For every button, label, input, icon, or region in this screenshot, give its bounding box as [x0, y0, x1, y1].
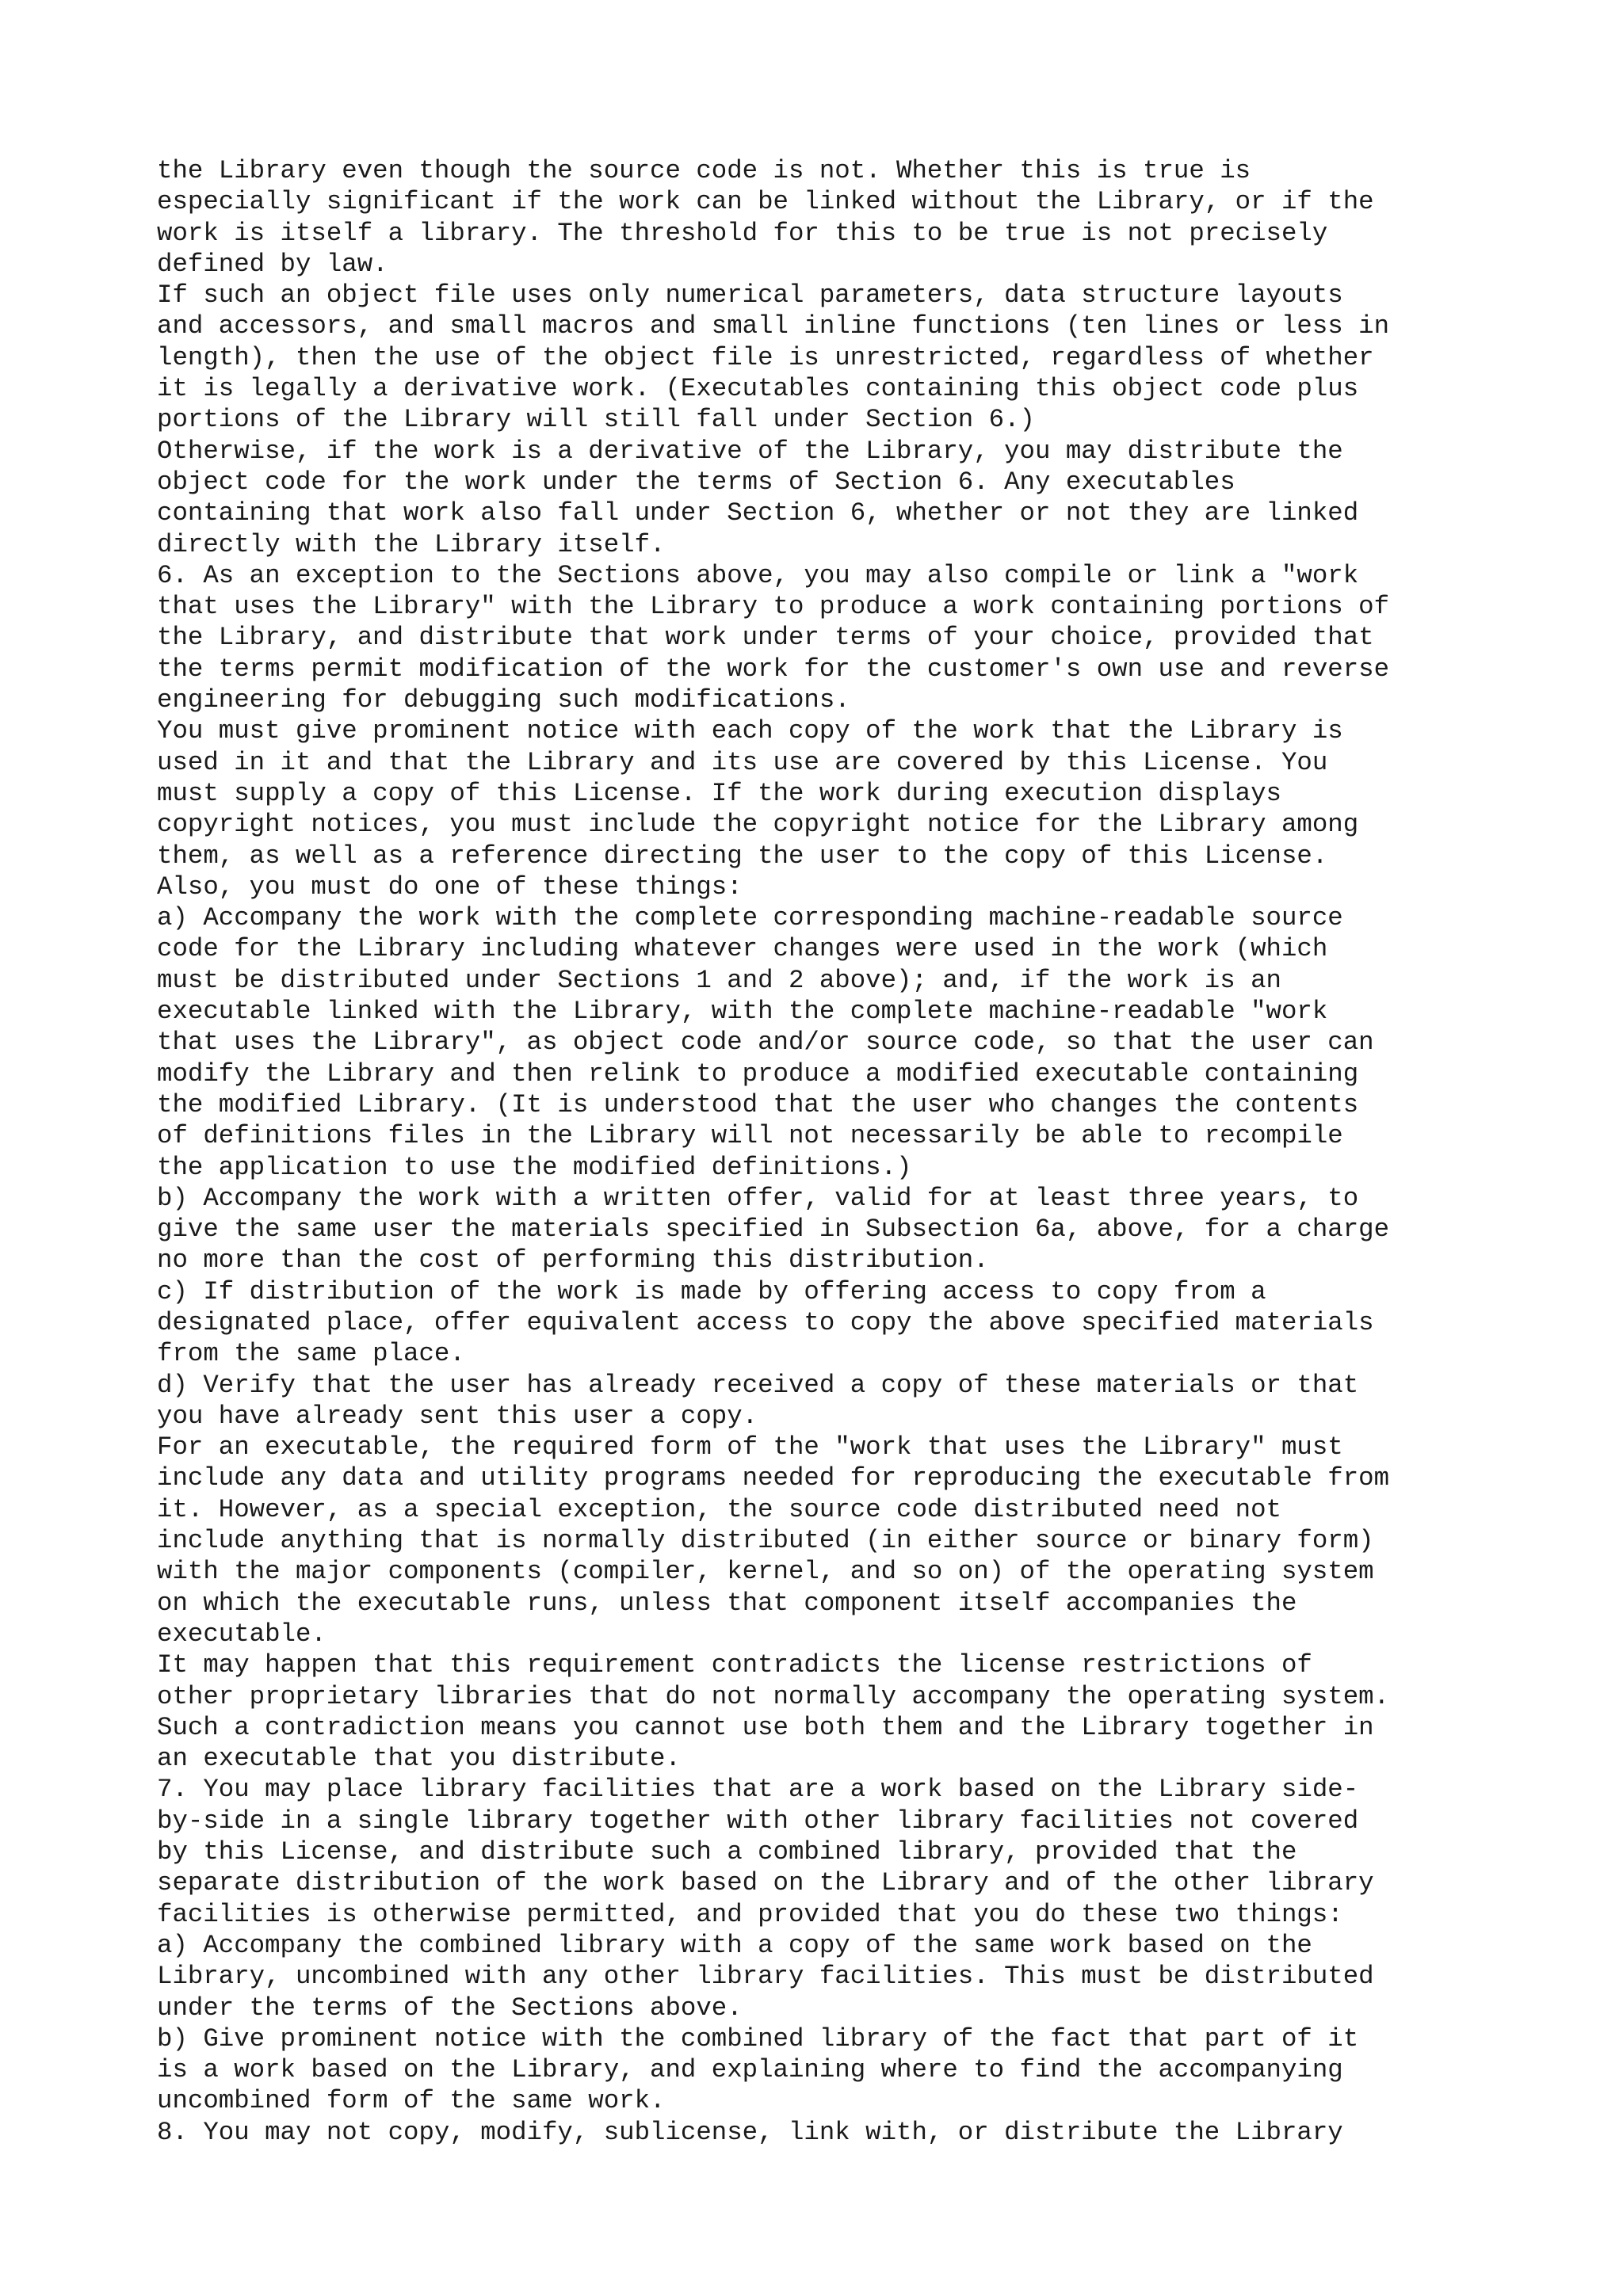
text-line: on which the executable runs, unless that component itself accompanies the [157, 1588, 1297, 1618]
text-line: portions of the Library will still fall under Section 6.) [157, 405, 1035, 435]
text-line: must supply a copy of this License. If the work during execution displays [157, 778, 1281, 808]
text-line: designated place, offer equivalent access to copy the above specified materials [157, 1307, 1374, 1337]
text-line: from the same place. [157, 1339, 465, 1369]
text-line: an executable that you distribute. [157, 1744, 681, 1774]
text-line: the application to use the modified definitions.) [157, 1152, 912, 1182]
text-line: must be distributed under Sections 1 and 2 above); and, if the work is an [157, 965, 1281, 995]
text-line: Library, uncombined with any other library facilities. This must be distributed [157, 1962, 1374, 1992]
text-line: it. However, as a special exception, the source code distributed need not [157, 1494, 1281, 1524]
text-line: include any data and utility programs needed for reproducing the executable from [157, 1463, 1390, 1493]
text-line: copyright notices, you must include the copyright notice for the Library among [157, 810, 1359, 840]
text-line: b) Give prominent notice with the combined library of the fact that part of it [157, 2023, 1359, 2054]
text-line: c) If distribution of the work is made by offering access to copy from a [157, 1276, 1266, 1306]
text-line: it is legally a derivative work. (Executables containing this object code plus [157, 374, 1359, 404]
text-line: of definitions files in the Library will not necessarily be able to recompile [157, 1121, 1343, 1151]
text-line: directly with the Library itself. [157, 529, 666, 559]
text-line: b) Accompany the work with a written offer, valid for at least three years, to [157, 1183, 1359, 1213]
text-line: 8. You may not copy, modify, sublicense, link with, or distribute the Library [157, 2117, 1343, 2147]
text-line: modify the Library and then relink to produce a modified executable containing [157, 1058, 1359, 1089]
text-line: object code for the work under the terms of Section 6. Any executables [157, 467, 1235, 497]
text-line: that uses the Library", as object code and/or source code, so that the user can [157, 1028, 1374, 1058]
text-line: the Library even though the source code is not. Whether this is true is [157, 156, 1251, 185]
text-line: a) Accompany the combined library with a copy of the same work based on the [157, 1930, 1312, 1960]
text-line: used in it and that the Library and its use are covered by this License. You [157, 747, 1328, 777]
text-line: especially significant if the work can be linked without the Library, or if the [157, 187, 1374, 217]
text-line: a) Accompany the work with the complete corresponding machine-readable source [157, 903, 1343, 933]
text-line: work is itself a library. The threshold for this to be true is not precisely [157, 218, 1328, 248]
text-line: facilities is otherwise permitted, and provided that you do these two things: [157, 1899, 1343, 1929]
text-line: defined by law. [157, 249, 388, 279]
text-line: include anything that is normally distributed (in either source or binary form) [157, 1526, 1374, 1556]
text-line: executable linked with the Library, with the complete machine-readable "work [157, 997, 1328, 1027]
text-line: executable. [157, 1619, 327, 1649]
text-line: 6. As an exception to the Sections above, you may also compile or link a "work [157, 560, 1359, 590]
text-line: by-side in a single library together with other library facilities not covered [157, 1806, 1359, 1836]
text-line: the modified Library. (It is understood that the user who changes the contents [157, 1089, 1359, 1119]
text-line: length), then the use of the object file is unrestricted, regardless of whether [157, 342, 1374, 372]
text-line: them, as well as a reference directing the user to the copy of this License. [157, 841, 1328, 871]
text-line: engineering for debugging such modifications. [157, 685, 850, 715]
text-line: 7. You may place library facilities that are a work based on the Library side- [157, 1775, 1359, 1805]
text-line: is a work based on the Library, and explaining where to find the accompanying [157, 2055, 1343, 2085]
text-line: Otherwise, if the work is a derivative of the Library, you may distribute the [157, 436, 1343, 466]
text-line: no more than the cost of performing this distribution. [157, 1245, 989, 1276]
text-line: that uses the Library" with the Library to produce a work containing portions of [157, 592, 1390, 622]
text-line: If such an object file uses only numerical parameters, data structure layouts [157, 280, 1343, 311]
text-line: Also, you must do one of these things: [157, 871, 743, 902]
text-line: and accessors, and small macros and small inline functions (ten lines or less in [157, 311, 1390, 341]
text-line: other proprietary libraries that do not normally accompany the operating system. [157, 1681, 1390, 1711]
text-line: under the terms of the Sections above. [157, 1993, 743, 2023]
text-line: by this License, and distribute such a combined library, provided that the [157, 1837, 1297, 1867]
text-line: For an executable, the required form of the "work that uses the Library" must [157, 1432, 1343, 1463]
text-line: You must give prominent notice with each copy of the work that the Library is [157, 716, 1343, 746]
text-line: d) Verify that the user has already received a copy of these materials or that [157, 1370, 1359, 1400]
text-line: separate distribution of the work based on the Library and of the other library [157, 1868, 1374, 1898]
text-line: with the major components (compiler, kernel, and so on) of the operating system [157, 1557, 1374, 1587]
text-line: give the same user the materials specified in Subsection 6a, above, for a charge [157, 1215, 1390, 1245]
text-line: the terms permit modification of the work for the customer's own use and reverse [157, 654, 1390, 684]
text-line: code for the Library including whatever changes were used in the work (which [157, 934, 1328, 964]
text-line: uncombined form of the same work. [157, 2086, 666, 2116]
text-line: you have already sent this user a copy. [157, 1401, 758, 1431]
text-line: It may happen that this requirement contradicts the license restrictions of [157, 1650, 1312, 1680]
license-text-body [157, 155, 1504, 2148]
text-line: the Library, and distribute that work under terms of your choice, provided that [157, 623, 1374, 653]
text-line: Such a contradiction means you cannot use both them and the Library together in [157, 1712, 1374, 1742]
text-line: containing that work also fall under Section 6, whether or not they are linked [157, 498, 1359, 528]
